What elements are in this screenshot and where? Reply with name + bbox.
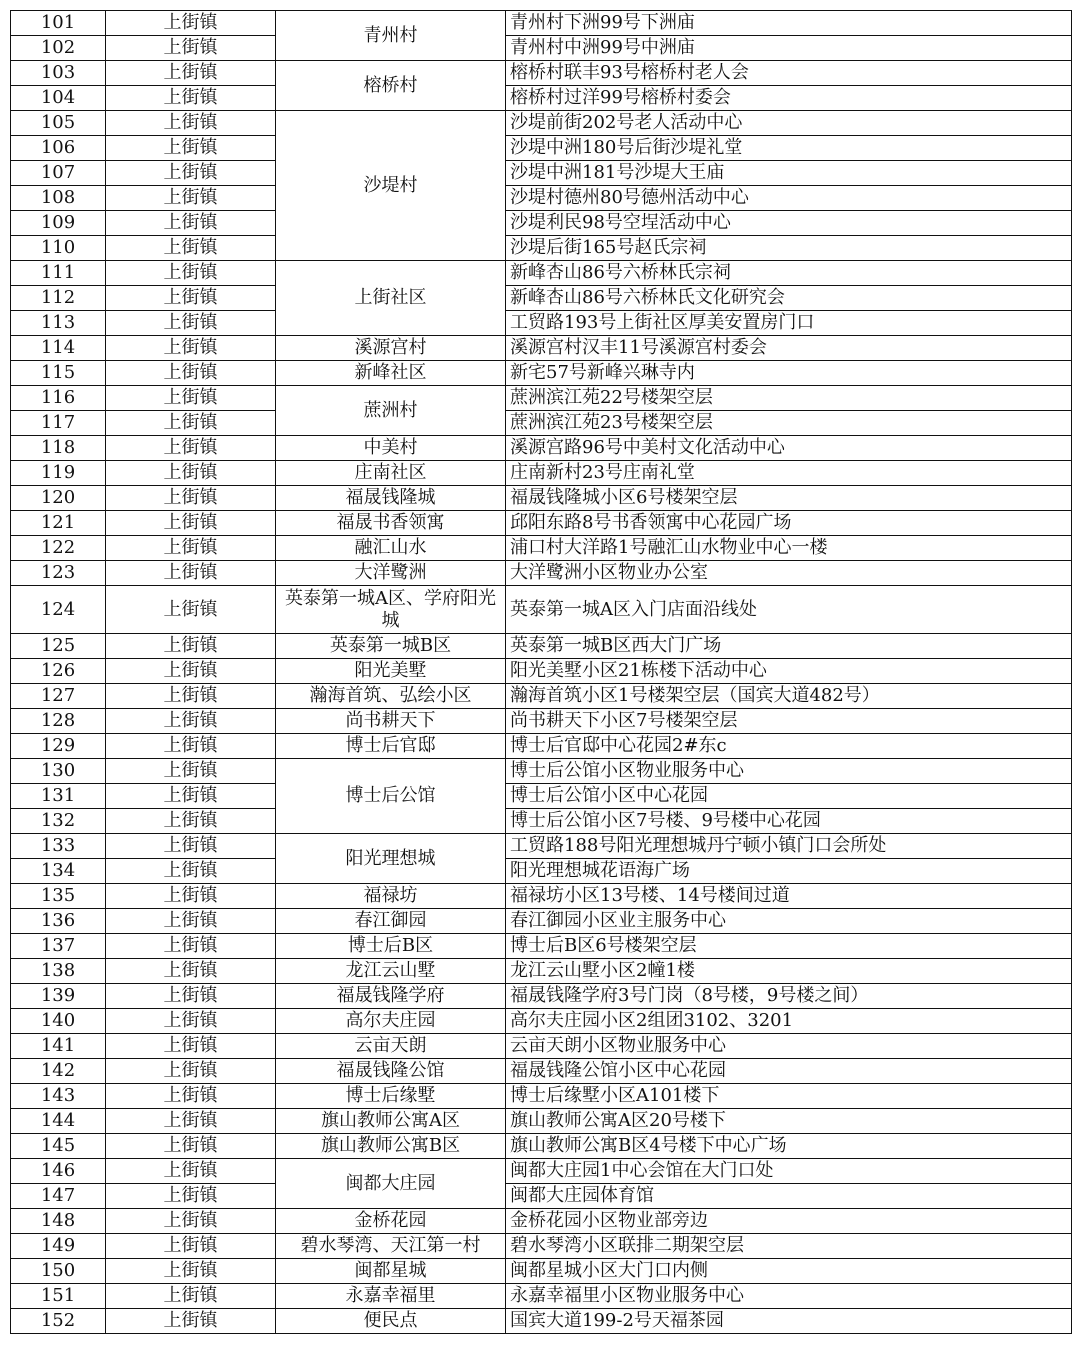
row-number: 145 bbox=[11, 1134, 106, 1159]
community-name: 沙堤村 bbox=[276, 111, 506, 261]
table-row bbox=[11, 286, 1072, 311]
table-row bbox=[11, 261, 1072, 286]
row-number: 101 bbox=[11, 11, 106, 36]
town-name: 上街镇 bbox=[106, 734, 276, 759]
community-name: 旗山教师公寓A区 bbox=[276, 1109, 506, 1134]
row-number: 147 bbox=[11, 1184, 106, 1209]
site-address: 博士后公馆小区中心花园 bbox=[506, 784, 1072, 809]
table-row bbox=[11, 136, 1072, 161]
community-name: 福晟钱隆学府 bbox=[276, 984, 506, 1009]
site-address: 浦口村大洋路1号融汇山水物业中心一楼 bbox=[506, 536, 1072, 561]
table-row bbox=[11, 1034, 1072, 1059]
site-address: 云亩天朗小区物业服务中心 bbox=[506, 1034, 1072, 1059]
row-number: 124 bbox=[11, 586, 106, 634]
town-name: 上街镇 bbox=[106, 536, 276, 561]
table-row bbox=[11, 86, 1072, 111]
table-row bbox=[11, 1209, 1072, 1234]
table-row bbox=[11, 634, 1072, 659]
row-number: 114 bbox=[11, 336, 106, 361]
row-number: 105 bbox=[11, 111, 106, 136]
town-name: 上街镇 bbox=[106, 586, 276, 634]
row-number: 129 bbox=[11, 734, 106, 759]
community-name: 便民点 bbox=[276, 1309, 506, 1334]
site-address: 阳光理想城花语海广场 bbox=[506, 859, 1072, 884]
town-name: 上街镇 bbox=[106, 461, 276, 486]
table-row bbox=[11, 11, 1072, 36]
sites-table bbox=[10, 10, 1072, 1334]
site-address: 闽都大庄园1中心会馆在大门口处 bbox=[506, 1159, 1072, 1184]
table-row bbox=[11, 1009, 1072, 1034]
town-name: 上街镇 bbox=[106, 884, 276, 909]
row-number: 115 bbox=[11, 361, 106, 386]
community-name: 金桥花园 bbox=[276, 1209, 506, 1234]
site-address: 高尔夫庄园小区2组团3102、3201 bbox=[506, 1009, 1072, 1034]
row-number: 125 bbox=[11, 634, 106, 659]
table-row bbox=[11, 111, 1072, 136]
table-row bbox=[11, 1309, 1072, 1334]
table-row bbox=[11, 436, 1072, 461]
community-name: 碧水琴湾、天江第一村 bbox=[276, 1234, 506, 1259]
site-address: 龙江云山墅小区2幢1楼 bbox=[506, 959, 1072, 984]
row-number: 136 bbox=[11, 909, 106, 934]
row-number: 118 bbox=[11, 436, 106, 461]
site-address: 博士后官邸中心花园2#东c bbox=[506, 734, 1072, 759]
site-address: 闽都大庄园体育馆 bbox=[506, 1184, 1072, 1209]
site-address: 沙堤中洲181号沙堤大王庙 bbox=[506, 161, 1072, 186]
town-name: 上街镇 bbox=[106, 1109, 276, 1134]
table-row bbox=[11, 336, 1072, 361]
site-address: 瀚海首筑小区1号楼架空层（国宾大道482号） bbox=[506, 684, 1072, 709]
site-address: 大洋鹭洲小区物业办公室 bbox=[506, 561, 1072, 586]
town-name: 上街镇 bbox=[106, 386, 276, 411]
site-address: 旗山教师公寓B区4号楼下中心广场 bbox=[506, 1134, 1072, 1159]
table-row bbox=[11, 734, 1072, 759]
community-name: 中美村 bbox=[276, 436, 506, 461]
town-name: 上街镇 bbox=[106, 1009, 276, 1034]
site-address: 沙堤中洲180号后街沙堤礼堂 bbox=[506, 136, 1072, 161]
table-row bbox=[11, 859, 1072, 884]
community-name: 博士后公馆 bbox=[276, 759, 506, 834]
site-address: 沙堤村德州80号德州活动中心 bbox=[506, 186, 1072, 211]
town-name: 上街镇 bbox=[106, 909, 276, 934]
town-name: 上街镇 bbox=[106, 1284, 276, 1309]
site-address: 新峰杏山86号六桥林氏宗祠 bbox=[506, 261, 1072, 286]
town-name: 上街镇 bbox=[106, 934, 276, 959]
town-name: 上街镇 bbox=[106, 161, 276, 186]
table-row bbox=[11, 536, 1072, 561]
community-name: 福晟钱隆公馆 bbox=[276, 1059, 506, 1084]
table-row bbox=[11, 1109, 1072, 1134]
table-row bbox=[11, 1259, 1072, 1284]
table-row bbox=[11, 709, 1072, 734]
community-name: 大洋鹭洲 bbox=[276, 561, 506, 586]
table-row bbox=[11, 984, 1072, 1009]
row-number: 138 bbox=[11, 959, 106, 984]
table-row bbox=[11, 1084, 1072, 1109]
site-address: 邱阳东路8号书香领寓中心花园广场 bbox=[506, 511, 1072, 536]
table-row bbox=[11, 884, 1072, 909]
row-number: 150 bbox=[11, 1259, 106, 1284]
town-name: 上街镇 bbox=[106, 311, 276, 336]
row-number: 108 bbox=[11, 186, 106, 211]
town-name: 上街镇 bbox=[106, 286, 276, 311]
town-name: 上街镇 bbox=[106, 511, 276, 536]
community-name: 新峰社区 bbox=[276, 361, 506, 386]
row-number: 116 bbox=[11, 386, 106, 411]
table-row bbox=[11, 586, 1072, 634]
row-number: 137 bbox=[11, 934, 106, 959]
town-name: 上街镇 bbox=[106, 784, 276, 809]
site-address: 英泰第一城B区西大门广场 bbox=[506, 634, 1072, 659]
table-row bbox=[11, 186, 1072, 211]
town-name: 上街镇 bbox=[106, 984, 276, 1009]
site-address: 沙堤利民98号空埕活动中心 bbox=[506, 211, 1072, 236]
table-row bbox=[11, 211, 1072, 236]
community-name: 福晟钱隆城 bbox=[276, 486, 506, 511]
table-row bbox=[11, 36, 1072, 61]
row-number: 103 bbox=[11, 61, 106, 86]
site-address: 博士后缘墅小区A101楼下 bbox=[506, 1084, 1072, 1109]
row-number: 140 bbox=[11, 1009, 106, 1034]
community-name: 融汇山水 bbox=[276, 536, 506, 561]
community-name: 英泰第一城B区 bbox=[276, 634, 506, 659]
row-number: 143 bbox=[11, 1084, 106, 1109]
community-name: 永嘉幸福里 bbox=[276, 1284, 506, 1309]
site-address: 沙堤前街202号老人活动中心 bbox=[506, 111, 1072, 136]
town-name: 上街镇 bbox=[106, 561, 276, 586]
row-number: 135 bbox=[11, 884, 106, 909]
site-address: 庄南新村23号庄南礼堂 bbox=[506, 461, 1072, 486]
town-name: 上街镇 bbox=[106, 236, 276, 261]
row-number: 104 bbox=[11, 86, 106, 111]
community-name: 庄南社区 bbox=[276, 461, 506, 486]
town-name: 上街镇 bbox=[106, 486, 276, 511]
table-row bbox=[11, 311, 1072, 336]
town-name: 上街镇 bbox=[106, 1134, 276, 1159]
community-name: 云亩天朗 bbox=[276, 1034, 506, 1059]
table-row bbox=[11, 934, 1072, 959]
town-name: 上街镇 bbox=[106, 336, 276, 361]
table-row bbox=[11, 486, 1072, 511]
town-name: 上街镇 bbox=[106, 759, 276, 784]
table-row bbox=[11, 1159, 1072, 1184]
town-name: 上街镇 bbox=[106, 436, 276, 461]
site-address: 福晟钱隆学府3号门岗（8号楼，9号楼之间） bbox=[506, 984, 1072, 1009]
row-number: 148 bbox=[11, 1209, 106, 1234]
table-row bbox=[11, 1059, 1072, 1084]
town-name: 上街镇 bbox=[106, 186, 276, 211]
town-name: 上街镇 bbox=[106, 659, 276, 684]
site-address: 青州村下洲99号下洲庙 bbox=[506, 11, 1072, 36]
row-number: 111 bbox=[11, 261, 106, 286]
site-address: 阳光美墅小区21栋楼下活动中心 bbox=[506, 659, 1072, 684]
table-row bbox=[11, 834, 1072, 859]
community-name: 福晟书香领寓 bbox=[276, 511, 506, 536]
town-name: 上街镇 bbox=[106, 1234, 276, 1259]
community-name: 英泰第一城A区、学府阳光城 bbox=[276, 586, 506, 634]
community-name: 博士后B区 bbox=[276, 934, 506, 959]
town-name: 上街镇 bbox=[106, 959, 276, 984]
site-address: 国宾大道199-2号天福茶园 bbox=[506, 1309, 1072, 1334]
site-address: 蔗洲滨江苑23号楼架空层 bbox=[506, 411, 1072, 436]
table-row bbox=[11, 659, 1072, 684]
site-address: 福禄坊小区13号楼、14号楼间过道 bbox=[506, 884, 1072, 909]
row-number: 122 bbox=[11, 536, 106, 561]
site-address: 尚书耕天下小区7号楼架空层 bbox=[506, 709, 1072, 734]
site-address: 博士后公馆小区7号楼、9号楼中心花园 bbox=[506, 809, 1072, 834]
town-name: 上街镇 bbox=[106, 111, 276, 136]
row-number: 117 bbox=[11, 411, 106, 436]
community-name: 春江御园 bbox=[276, 909, 506, 934]
row-number: 132 bbox=[11, 809, 106, 834]
community-name: 旗山教师公寓B区 bbox=[276, 1134, 506, 1159]
town-name: 上街镇 bbox=[106, 1259, 276, 1284]
table-row bbox=[11, 684, 1072, 709]
row-number: 139 bbox=[11, 984, 106, 1009]
site-address: 蔗洲滨江苑22号楼架空层 bbox=[506, 386, 1072, 411]
community-name: 溪源宫村 bbox=[276, 336, 506, 361]
table-row bbox=[11, 959, 1072, 984]
site-address: 春江御园小区业主服务中心 bbox=[506, 909, 1072, 934]
row-number: 119 bbox=[11, 461, 106, 486]
row-number: 141 bbox=[11, 1034, 106, 1059]
community-name: 闽都星城 bbox=[276, 1259, 506, 1284]
site-address: 青州村中洲99号中洲庙 bbox=[506, 36, 1072, 61]
row-number: 131 bbox=[11, 784, 106, 809]
community-name: 榕桥村 bbox=[276, 61, 506, 111]
table-row bbox=[11, 361, 1072, 386]
row-number: 102 bbox=[11, 36, 106, 61]
row-number: 152 bbox=[11, 1309, 106, 1334]
row-number: 109 bbox=[11, 211, 106, 236]
town-name: 上街镇 bbox=[106, 834, 276, 859]
site-address: 工贸路193号上街社区厚美安置房门口 bbox=[506, 311, 1072, 336]
table-row bbox=[11, 411, 1072, 436]
town-name: 上街镇 bbox=[106, 634, 276, 659]
table-row bbox=[11, 1184, 1072, 1209]
community-name: 龙江云山墅 bbox=[276, 959, 506, 984]
community-name: 瀚海首筑、弘绘小区 bbox=[276, 684, 506, 709]
community-name: 上街社区 bbox=[276, 261, 506, 336]
table-row bbox=[11, 161, 1072, 186]
town-name: 上街镇 bbox=[106, 11, 276, 36]
town-name: 上街镇 bbox=[106, 411, 276, 436]
sites-table-body bbox=[11, 11, 1072, 1334]
row-number: 106 bbox=[11, 136, 106, 161]
site-address: 英泰第一城A区入门店面沿线处 bbox=[506, 586, 1072, 634]
community-name: 阳光美墅 bbox=[276, 659, 506, 684]
town-name: 上街镇 bbox=[106, 684, 276, 709]
row-number: 120 bbox=[11, 486, 106, 511]
row-number: 134 bbox=[11, 859, 106, 884]
row-number: 146 bbox=[11, 1159, 106, 1184]
table-row bbox=[11, 61, 1072, 86]
site-address: 永嘉幸福里小区物业服务中心 bbox=[506, 1284, 1072, 1309]
row-number: 144 bbox=[11, 1109, 106, 1134]
site-address: 闽都星城小区大门口内侧 bbox=[506, 1259, 1072, 1284]
town-name: 上街镇 bbox=[106, 1084, 276, 1109]
site-address: 溪源宫村汉丰11号溪源宫村委会 bbox=[506, 336, 1072, 361]
town-name: 上街镇 bbox=[106, 1059, 276, 1084]
row-number: 130 bbox=[11, 759, 106, 784]
table-row bbox=[11, 1134, 1072, 1159]
community-name: 蔗洲村 bbox=[276, 386, 506, 436]
row-number: 107 bbox=[11, 161, 106, 186]
table-row bbox=[11, 461, 1072, 486]
row-number: 133 bbox=[11, 834, 106, 859]
table-row bbox=[11, 236, 1072, 261]
town-name: 上街镇 bbox=[106, 1184, 276, 1209]
row-number: 110 bbox=[11, 236, 106, 261]
site-address: 旗山教师公寓A区20号楼下 bbox=[506, 1109, 1072, 1134]
table-row bbox=[11, 759, 1072, 784]
site-address: 金桥花园小区物业部旁边 bbox=[506, 1209, 1072, 1234]
town-name: 上街镇 bbox=[106, 136, 276, 161]
site-address: 新峰杏山86号六桥林氏文化研究会 bbox=[506, 286, 1072, 311]
town-name: 上街镇 bbox=[106, 1309, 276, 1334]
town-name: 上街镇 bbox=[106, 859, 276, 884]
table-row bbox=[11, 809, 1072, 834]
row-number: 126 bbox=[11, 659, 106, 684]
site-address: 博士后B区6号楼架空层 bbox=[506, 934, 1072, 959]
site-address: 沙堤后街165号赵氏宗祠 bbox=[506, 236, 1072, 261]
table-row bbox=[11, 1234, 1072, 1259]
community-name: 福禄坊 bbox=[276, 884, 506, 909]
table-row bbox=[11, 386, 1072, 411]
site-address: 碧水琴湾小区联排二期架空层 bbox=[506, 1234, 1072, 1259]
site-address: 榕桥村联丰93号榕桥村老人会 bbox=[506, 61, 1072, 86]
town-name: 上街镇 bbox=[106, 1159, 276, 1184]
town-name: 上街镇 bbox=[106, 1209, 276, 1234]
table-row bbox=[11, 1284, 1072, 1309]
site-address: 新宅57号新峰兴琳寺内 bbox=[506, 361, 1072, 386]
community-name: 博士后缘墅 bbox=[276, 1084, 506, 1109]
table-row bbox=[11, 909, 1072, 934]
row-number: 123 bbox=[11, 561, 106, 586]
site-address: 榕桥村过洋99号榕桥村委会 bbox=[506, 86, 1072, 111]
row-number: 151 bbox=[11, 1284, 106, 1309]
town-name: 上街镇 bbox=[106, 61, 276, 86]
community-name: 阳光理想城 bbox=[276, 834, 506, 884]
community-name: 青州村 bbox=[276, 11, 506, 61]
row-number: 149 bbox=[11, 1234, 106, 1259]
town-name: 上街镇 bbox=[106, 1034, 276, 1059]
row-number: 127 bbox=[11, 684, 106, 709]
community-name: 闽都大庄园 bbox=[276, 1159, 506, 1209]
site-address: 博士后公馆小区物业服务中心 bbox=[506, 759, 1072, 784]
community-name: 高尔夫庄园 bbox=[276, 1009, 506, 1034]
site-address: 溪源宫路96号中美村文化活动中心 bbox=[506, 436, 1072, 461]
table-row bbox=[11, 511, 1072, 536]
site-address: 工贸路188号阳光理想城丹宁顿小镇门口会所处 bbox=[506, 834, 1072, 859]
row-number: 121 bbox=[11, 511, 106, 536]
site-address: 福晟钱隆城小区6号楼架空层 bbox=[506, 486, 1072, 511]
town-name: 上街镇 bbox=[106, 361, 276, 386]
site-address: 福晟钱隆公馆小区中心花园 bbox=[506, 1059, 1072, 1084]
town-name: 上街镇 bbox=[106, 261, 276, 286]
row-number: 113 bbox=[11, 311, 106, 336]
table-row bbox=[11, 784, 1072, 809]
town-name: 上街镇 bbox=[106, 36, 276, 61]
row-number: 112 bbox=[11, 286, 106, 311]
row-number: 128 bbox=[11, 709, 106, 734]
town-name: 上街镇 bbox=[106, 809, 276, 834]
town-name: 上街镇 bbox=[106, 709, 276, 734]
town-name: 上街镇 bbox=[106, 211, 276, 236]
town-name: 上街镇 bbox=[106, 86, 276, 111]
community-name: 尚书耕天下 bbox=[276, 709, 506, 734]
row-number: 142 bbox=[11, 1059, 106, 1084]
community-name: 博士后官邸 bbox=[276, 734, 506, 759]
table-row bbox=[11, 561, 1072, 586]
